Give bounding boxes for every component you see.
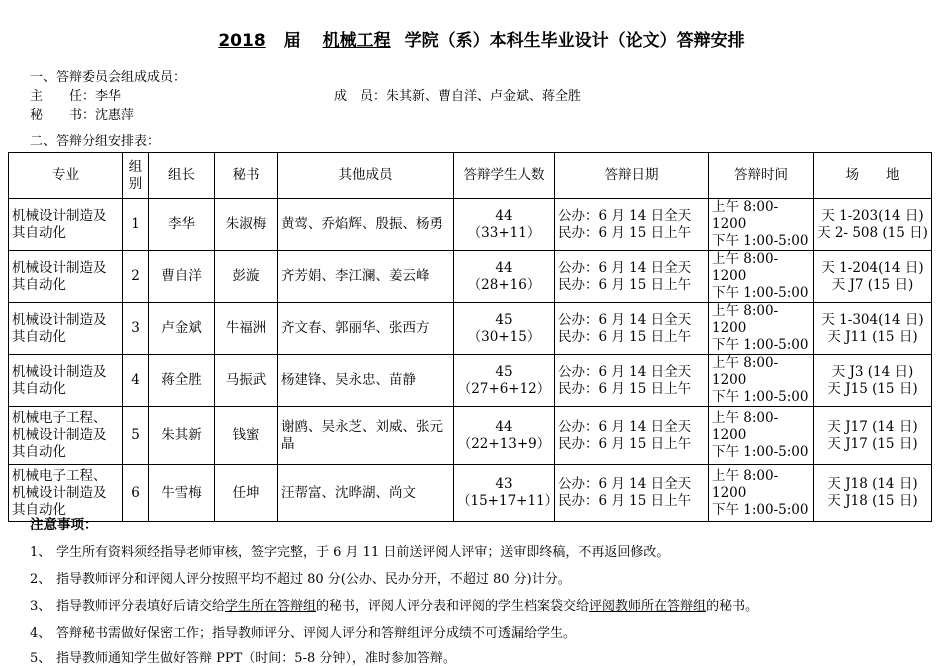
- count-total: 44: [495, 207, 513, 224]
- cell-date: [555, 465, 709, 522]
- time-afternoon: 下午 1:00-5:00: [712, 389, 809, 405]
- title-rest: 学院（系）本科生毕业设计（论文）答辩安排: [404, 31, 745, 51]
- time-morning: 上午 8:00-1200: [712, 410, 779, 443]
- note-item: [30, 568, 571, 587]
- venue-day1: 天 1-204(14 日): [821, 259, 924, 276]
- note-text: 答辩秘书需做好保密工作；指导教师评分、评阅人评分和答辩组评分成绩不可透漏给学生。: [56, 626, 577, 641]
- cell-secretary: 牛福洲: [215, 303, 278, 355]
- cell-count: [454, 303, 555, 355]
- table-row: [9, 465, 932, 522]
- count-detail: （27+6+12）: [457, 380, 551, 397]
- header-secretary: 秘书: [215, 153, 278, 199]
- venue-day1: 天 1-304(14 日): [821, 311, 924, 328]
- time-morning: 上午 8:00-1200: [712, 467, 779, 501]
- header-time: 答辩时间: [709, 153, 814, 199]
- cell-time: [709, 303, 814, 355]
- date-private: 民办：6 月 15 日上午: [558, 435, 692, 452]
- cell-major: 机械设计制造及其自动化: [9, 251, 123, 303]
- cell-group: 1: [123, 199, 149, 251]
- cell-leader: 李华: [149, 199, 215, 251]
- notes-heading: 注意事项：: [30, 517, 98, 533]
- date-public: 公办：6 月 14 日全天: [558, 311, 692, 328]
- committee-heading: 一、答辩委员会组成成员：: [30, 70, 187, 85]
- note-item: [30, 622, 576, 641]
- members-names: 朱其新、曹自洋、卢金斌、蒋全胜: [386, 89, 582, 104]
- cell-time: [709, 465, 814, 522]
- note-text-b: 的秘书，评阅人评分表和评阅的学生档案袋交给: [316, 599, 590, 614]
- note-item: [30, 595, 758, 614]
- cell-leader: 卢金斌: [149, 303, 215, 355]
- note-number: 2、: [30, 572, 52, 587]
- time-morning: 上午 8:00-1200: [712, 303, 779, 336]
- cell-time: [709, 407, 814, 465]
- time-morning: 上午 8:00-1200: [712, 199, 779, 232]
- cell-major: 机械设计制造及其自动化: [9, 355, 123, 407]
- header-venue: 场 地: [814, 153, 932, 199]
- venue-day1: 天 J3 (14 日): [831, 363, 914, 380]
- cell-members: 汪帮富、沈晔湖、尚文: [278, 465, 454, 522]
- cell-leader: 蒋全胜: [149, 355, 215, 407]
- date-public: 公办：6 月 14 日全天: [558, 418, 692, 435]
- cell-group: 3: [123, 303, 149, 355]
- cell-members: 黄莺、乔焰辉、殷振、杨勇: [278, 199, 454, 251]
- cell-date: [555, 407, 709, 465]
- cell-venue: [814, 407, 932, 465]
- date-private: 民办：6 月 15 日上午: [558, 276, 692, 293]
- cell-major: 机械电子工程、机械设计制造及其自动化: [9, 465, 123, 522]
- date-public: 公办：6 月 14 日全天: [558, 363, 692, 380]
- cell-group: 6: [123, 465, 149, 522]
- venue-day1: 天 1-203(14 日): [821, 207, 924, 224]
- note-number: 5、: [30, 651, 52, 666]
- venue-day2: 天 2- 508 (15 日): [817, 224, 928, 241]
- note-number: 4、: [30, 626, 52, 641]
- cell-venue: [814, 465, 932, 522]
- time-morning: 上午 8:00-1200: [712, 251, 779, 284]
- note-text-a: 指导教师评分表填好后请交给: [56, 599, 226, 614]
- date-public: 公办：6 月 14 日全天: [558, 476, 692, 492]
- cell-venue: [814, 303, 932, 355]
- time-afternoon: 下午 1:00-5:00: [712, 285, 809, 301]
- date-private: 民办：6 月 15 日上午: [558, 224, 692, 241]
- cell-secretary: 钱蜜: [215, 407, 278, 465]
- cell-date: [555, 355, 709, 407]
- count-detail: （22+13+9）: [457, 435, 551, 452]
- date-private: 民办：6 月 15 日上午: [558, 493, 692, 509]
- cell-major: 机械电子工程、机械设计制造及其自动化: [9, 407, 123, 465]
- header-date: 答辩日期: [555, 153, 709, 199]
- note-number: 3、: [30, 599, 52, 614]
- cell-members: 齐文春、郭丽华、张西方: [278, 303, 454, 355]
- title-year: 2018: [218, 31, 266, 51]
- chair-name: 李华: [95, 89, 122, 104]
- note-text: 指导教师评分和评阅人评分按照平均不超过 80 分(公办、民办分开，不超过 80 分)计分。: [56, 572, 571, 587]
- date-public: 公办：6 月 14 日全天: [558, 259, 692, 276]
- cell-members: 杨建锋、吴永忠、苗静: [278, 355, 454, 407]
- cell-venue: [814, 199, 932, 251]
- venue-day2: 天 J15 (15 日): [827, 380, 918, 397]
- count-detail: （33+11）: [467, 224, 541, 241]
- committee-secretary: [30, 104, 134, 123]
- cell-secretary: 朱淑梅: [215, 199, 278, 251]
- header-count: 答辩学生人数: [454, 153, 555, 199]
- cell-major: 机械设计制造及其自动化: [9, 199, 123, 251]
- count-total: 45: [495, 363, 513, 380]
- table-row: [9, 251, 932, 303]
- table-row: [9, 303, 932, 355]
- note-underlined-1: 学生所在答辩组: [225, 599, 317, 614]
- note-text: 指导教师通知学生做好答辩 PPT（时间：5-8 分钟），准时参加答辩。: [56, 651, 456, 666]
- count-detail: （30+15）: [467, 328, 541, 345]
- count-total: 44: [495, 259, 513, 276]
- cell-venue: [814, 251, 932, 303]
- venue-day1: 天 J18 (14 日): [827, 476, 918, 492]
- header-leader: 组长: [149, 153, 215, 199]
- cell-venue: [814, 355, 932, 407]
- secretary-label: 秘 书：: [30, 108, 96, 123]
- cell-time: [709, 251, 814, 303]
- venue-day2: 天 J11 (15 日): [827, 328, 918, 345]
- note-item: [30, 541, 669, 560]
- header-members: 其他成员: [278, 153, 454, 199]
- cell-secretary: 马振武: [215, 355, 278, 407]
- cell-count: [454, 251, 555, 303]
- header-group: 组别: [123, 153, 149, 199]
- cell-secretary: 彭漩: [215, 251, 278, 303]
- cell-count: [454, 465, 559, 522]
- cell-leader: 朱其新: [149, 407, 215, 465]
- cell-time: [709, 355, 814, 407]
- count-total: 44: [495, 418, 513, 435]
- cell-count: [454, 407, 555, 465]
- committee-members: [334, 85, 581, 104]
- time-afternoon: 下午 1:00-5:00: [712, 337, 809, 353]
- venue-day2: 天 J7 (15 日): [831, 276, 914, 293]
- cell-count: [454, 355, 555, 407]
- members-label: 成 员：: [334, 89, 387, 104]
- count-total: 45: [495, 311, 513, 328]
- table-row: [9, 407, 932, 465]
- cell-members: 齐芳娟、李江澜、姜云峰: [278, 251, 454, 303]
- cell-time: [709, 199, 814, 251]
- cell-major: 机械设计制造及其自动化: [9, 303, 123, 355]
- note-underlined-2: 评阅教师所在答辩组: [589, 599, 707, 614]
- table-row: [9, 199, 932, 251]
- cell-date: [555, 303, 709, 355]
- committee-chair: [30, 85, 121, 104]
- count-total: 43: [495, 476, 513, 492]
- schedule-table: [8, 152, 932, 522]
- cell-group: 5: [123, 407, 149, 465]
- cell-date: [555, 199, 709, 251]
- cell-group: 4: [123, 355, 149, 407]
- table-row: [9, 355, 932, 407]
- table-header-row: [9, 153, 932, 199]
- cell-group: 2: [123, 251, 149, 303]
- venue-day2: 天 J17 (15 日): [827, 435, 918, 452]
- date-private: 民办：6 月 15 日上午: [558, 328, 692, 345]
- title-school: 机械工程: [322, 31, 391, 51]
- cell-leader: 曹自洋: [149, 251, 215, 303]
- note-item: [30, 647, 456, 666]
- schedule-heading: 二、答辩分组安排表：: [30, 134, 161, 149]
- venue-day2: 天 J18 (15 日): [827, 493, 918, 509]
- time-morning: 上午 8:00-1200: [712, 355, 779, 388]
- count-detail: （15+17+11）: [457, 493, 559, 509]
- cell-leader: 牛雪梅: [149, 465, 215, 522]
- header-major: 专业: [9, 153, 123, 199]
- cell-secretary: 任坤: [215, 465, 278, 522]
- note-number: 1、: [30, 545, 52, 560]
- secretary-name: 沈惠萍: [95, 108, 135, 123]
- title-year-suffix: 届: [283, 31, 301, 51]
- note-text: 学生所有资料须经指导老师审核，签字完整，于 6 月 11 日前送评阅人评审；送审即终稿，不再返回修改。: [56, 545, 670, 560]
- count-detail: （28+16）: [467, 276, 541, 293]
- cell-date: [555, 251, 709, 303]
- cell-count: [454, 199, 555, 251]
- cell-members: 谢鸥、吴永芝、刘威、张元晶: [278, 407, 454, 465]
- page-title: [0, 26, 941, 51]
- time-afternoon: 下午 1:00-5:00: [712, 444, 809, 460]
- note-text-c: 的秘书。: [706, 599, 759, 614]
- time-afternoon: 下午 1:00-5:00: [712, 233, 809, 249]
- time-afternoon: 下午 1:00-5:00: [712, 501, 809, 518]
- chair-label: 主 任：: [30, 89, 96, 104]
- venue-day1: 天 J17 (14 日): [827, 418, 918, 435]
- date-private: 民办：6 月 15 日上午: [558, 380, 692, 397]
- date-public: 公办：6 月 14 日全天: [558, 207, 692, 224]
